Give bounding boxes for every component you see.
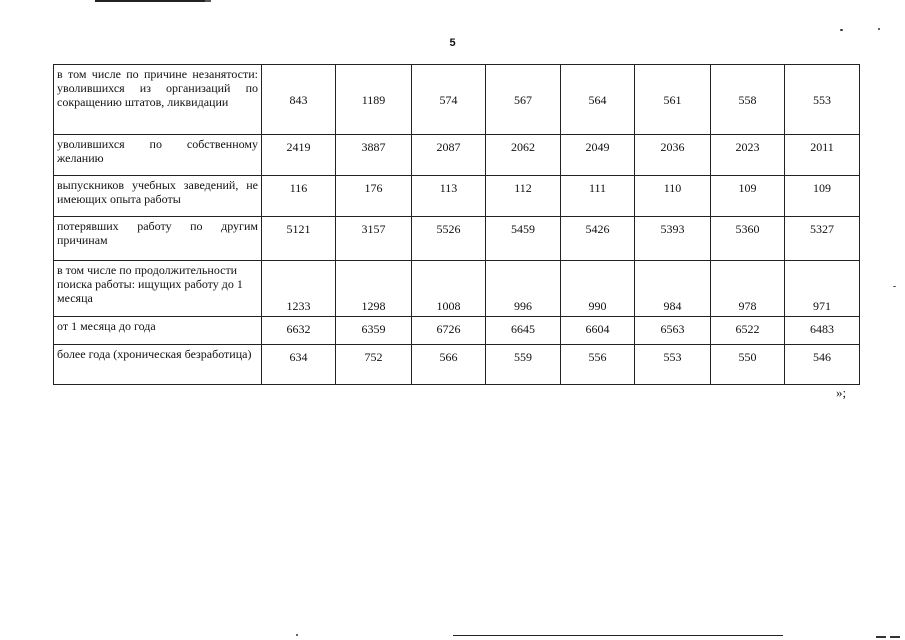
- table-cell: 2049: [561, 135, 635, 176]
- table-row: [54, 176, 860, 217]
- table-cell: 564: [561, 65, 635, 135]
- table-cell: 5327: [785, 217, 860, 261]
- table-cell: 553: [635, 345, 711, 385]
- table-row: [54, 317, 860, 345]
- table-cell: 6563: [635, 317, 711, 345]
- row-label: в том числе по продолжительности поиска работы: ищущих работу до 1 месяца: [54, 261, 262, 317]
- table-cell: 111: [561, 176, 635, 217]
- scan-speck: [878, 28, 880, 30]
- scan-speck: [296, 634, 298, 636]
- table-row: [54, 135, 860, 176]
- row-label: уволившихся по собственному желанию: [54, 135, 262, 176]
- table-cell: 558: [711, 65, 785, 135]
- table-row: [54, 345, 860, 385]
- table-cell: 6645: [486, 317, 561, 345]
- top-rule-tick: [205, 0, 211, 2]
- table-cell: 567: [486, 65, 561, 135]
- top-rule-line: [95, 0, 207, 2]
- table-cell: 752: [336, 345, 412, 385]
- table-row: [54, 65, 860, 135]
- table-cell: 109: [785, 176, 860, 217]
- table-cell: 5121: [262, 217, 336, 261]
- table-cell: 113: [412, 176, 486, 217]
- table-cell: 1233: [262, 261, 336, 317]
- table-cell: 566: [412, 345, 486, 385]
- table-cell: 110: [635, 176, 711, 217]
- row-label: в том числе по причине незанятости: уволившихся из организаций по сокращению штатов, ликвидации: [54, 65, 262, 135]
- row-label: выпускников учебных заведений, не имеющих опыта работы: [54, 176, 262, 217]
- table-cell: 5393: [635, 217, 711, 261]
- table-cell: 3887: [336, 135, 412, 176]
- table-cell: 3157: [336, 217, 412, 261]
- table-cell: 843: [262, 65, 336, 135]
- table-cell: 112: [486, 176, 561, 217]
- table-cell: 984: [635, 261, 711, 317]
- table-cell: 971: [785, 261, 860, 317]
- table-cell: 5459: [486, 217, 561, 261]
- table-cell: 1008: [412, 261, 486, 317]
- table-cell: 5426: [561, 217, 635, 261]
- closing-quote-mark: »;: [836, 385, 847, 400]
- table-cell: 2036: [635, 135, 711, 176]
- scan-speck: [893, 286, 896, 287]
- table-cell: 990: [561, 261, 635, 317]
- table-cell: 6726: [412, 317, 486, 345]
- table-cell: 5526: [412, 217, 486, 261]
- unemployment-table: [53, 64, 860, 385]
- footer-dash: [876, 636, 886, 638]
- table-cell: 176: [336, 176, 412, 217]
- table-cell: 2062: [486, 135, 561, 176]
- table-cell: 6483: [785, 317, 860, 345]
- page-number: 5: [449, 37, 456, 49]
- row-label: потерявших работу по другим причинам: [54, 217, 262, 261]
- table-cell: 5360: [711, 217, 785, 261]
- table-cell: 550: [711, 345, 785, 385]
- table-cell: 996: [486, 261, 561, 317]
- table-cell: 546: [785, 345, 860, 385]
- table-cell: 2087: [412, 135, 486, 176]
- table-cell: 6632: [262, 317, 336, 345]
- footer-dash: [890, 636, 900, 638]
- table-cell: 2023: [711, 135, 785, 176]
- table-cell: 561: [635, 65, 711, 135]
- row-label: более года (хроническая безработица): [54, 345, 262, 385]
- table-cell: 2011: [785, 135, 860, 176]
- table-cell: 556: [561, 345, 635, 385]
- table-cell: 6522: [711, 317, 785, 345]
- table-cell: 634: [262, 345, 336, 385]
- table-row: [54, 217, 860, 261]
- scan-speck: [840, 29, 843, 31]
- table-cell: 978: [711, 261, 785, 317]
- table-cell: 2419: [262, 135, 336, 176]
- row-label: от 1 месяца до года: [54, 317, 262, 345]
- table-cell: 116: [262, 176, 336, 217]
- table-cell: 574: [412, 65, 486, 135]
- table-cell: 109: [711, 176, 785, 217]
- footer-rule-line: [453, 635, 783, 636]
- table-cell: 6604: [561, 317, 635, 345]
- table-cell: 6359: [336, 317, 412, 345]
- table-cell: 1298: [336, 261, 412, 317]
- table-cell: 559: [486, 345, 561, 385]
- table-cell: 553: [785, 65, 860, 135]
- table-row: [54, 261, 860, 317]
- table-cell: 1189: [336, 65, 412, 135]
